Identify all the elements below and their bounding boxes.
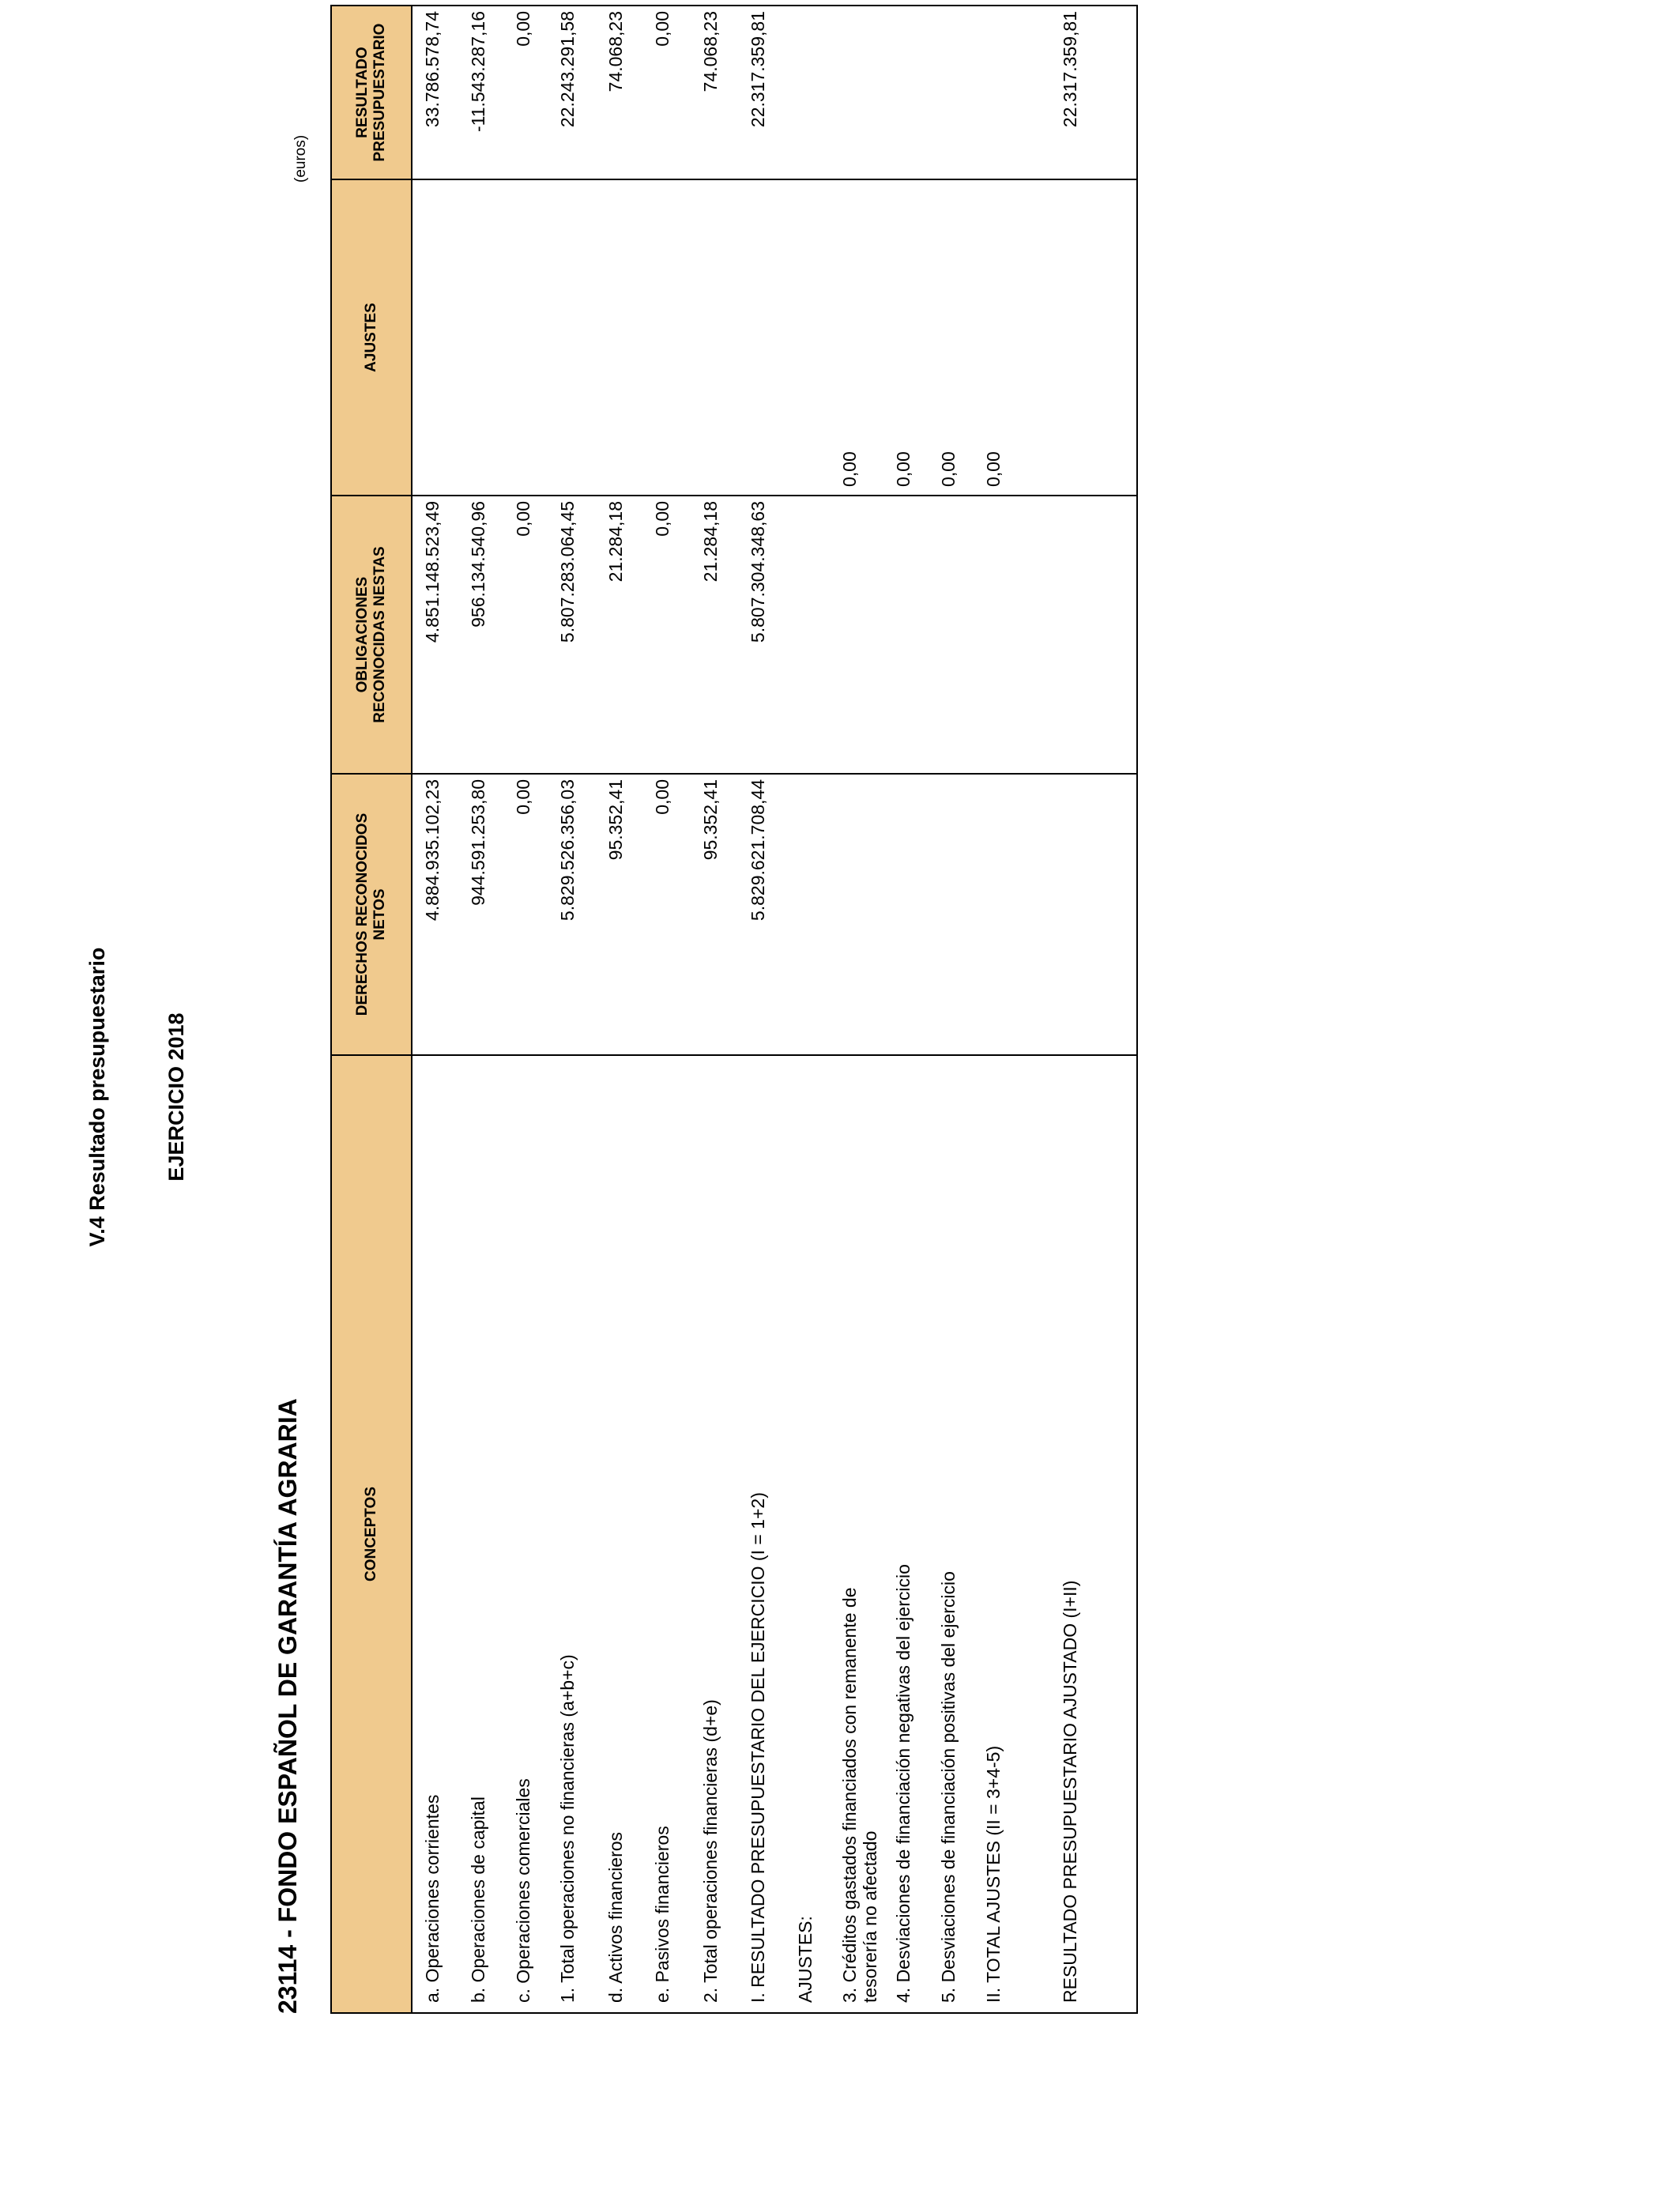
cell-concepto: e. Pasivos financieros — [652, 1826, 672, 2003]
cell-concepto: I. RESULTADO PRESUPUESTARIO DEL EJERCICIO (I = 1+2) — [748, 1492, 768, 2003]
units-label: (euros) — [292, 134, 309, 183]
cell-derechos: 5.829.621.708,44 — [748, 779, 768, 922]
cell-obligaciones: 0,00 — [652, 501, 672, 537]
cell-resultado: 33.786.578,74 — [422, 11, 443, 128]
cell-resultado: 22.317.359,81 — [748, 11, 768, 128]
header-ajustes — [332, 179, 412, 495]
cell-derechos: 0,00 — [513, 779, 533, 815]
header-conceptos-text: CONCEPTOS — [363, 1487, 379, 1582]
column-conceptos — [412, 1054, 1136, 2012]
exercise-year: EJERCICIO 2018 — [164, 1012, 188, 1182]
cell-derechos: 0,00 — [652, 779, 672, 815]
cell-obligaciones: 4.851.148.523,49 — [422, 501, 443, 643]
cell-obligaciones: 956.134.540,96 — [468, 501, 488, 628]
cell-derechos: 5.829.526.356,03 — [557, 779, 578, 922]
cell-obligaciones: 0,00 — [513, 501, 533, 537]
cell-obligaciones: 21.284,18 — [700, 501, 721, 582]
cell-concepto: b. Operaciones de capital — [468, 1796, 488, 2003]
entity-name: 23114 - FONDO ESPAÑOL DE GARANTÍA AGRARIA — [273, 1398, 302, 2014]
header-derechos-line1: DERECHOS RECONOCIDOS — [354, 812, 371, 1016]
column-obligaciones — [412, 495, 1136, 773]
header-obligaciones-line2: RECONOCIDAS NESTAS — [371, 546, 388, 723]
header-resultado-line1: RESULTADO — [354, 47, 371, 138]
cell-derechos: 95.352,41 — [700, 779, 721, 861]
header-resultado — [332, 6, 412, 179]
cell-resultado: 74.068,23 — [700, 11, 721, 92]
report-title: V.4 Resultado presupuestario — [85, 947, 109, 1247]
cell-concepto: c. Operaciones comerciales — [513, 1778, 533, 2003]
cell-concepto: II. TOTAL AJUSTES (II = 3+4-5) — [983, 1745, 1004, 2003]
cell-resultado: 22.317.359,81 — [1060, 11, 1080, 128]
column-derechos — [412, 773, 1136, 1054]
header-obligaciones — [332, 495, 412, 773]
cell-concepto: 2. Total operaciones financieras (d+e) — [700, 1699, 721, 2003]
header-resultado-line2: PRESUPUESTARIO — [371, 23, 388, 162]
header-obligaciones-line1: OBLIGACIONES — [354, 576, 371, 693]
cell-concepto: RESULTADO PRESUPUESTARIO AJUSTADO (I+II) — [1060, 1580, 1080, 2003]
cell-obligaciones: 5.807.283.064,45 — [557, 501, 578, 643]
cell-derechos: 4.884.935.102,23 — [422, 779, 443, 922]
cell-ajustes: 0,00 — [893, 451, 913, 487]
cell-resultado: -11.543.287,16 — [468, 11, 488, 133]
cell-resultado: 0,00 — [513, 11, 533, 47]
cell-resultado: 74.068,23 — [605, 11, 626, 92]
cell-concepto: 1. Total operaciones no financieras (a+b+c) — [557, 1654, 578, 2003]
header-ajustes-text: AJUSTES — [363, 303, 379, 372]
cell-concepto: 4. Desviaciones de financiación negativas del ejercicio — [893, 1564, 913, 2003]
cell-derechos: 95.352,41 — [605, 779, 626, 861]
header-derechos — [332, 773, 412, 1054]
cell-resultado: 0,00 — [652, 11, 672, 47]
cell-concepto: 3. Créditos gastados financiados con remanente de tesorería no afectado — [839, 1587, 880, 2003]
cell-ajustes: 0,00 — [839, 451, 860, 487]
column-resultado — [412, 6, 1136, 179]
cell-derechos: 944.591.253,80 — [468, 779, 488, 906]
cell-resultado: 22.243.291,58 — [557, 11, 578, 128]
cell-concepto: AJUSTES: — [795, 1916, 816, 2003]
cell-concepto: a. Operaciones corrientes — [422, 1794, 443, 2003]
header-conceptos — [332, 1054, 412, 2012]
cell-obligaciones: 21.284,18 — [605, 501, 626, 582]
column-ajustes — [412, 179, 1136, 495]
header-derechos-line2: NETOS — [371, 888, 388, 941]
cell-obligaciones: 5.807.304.348,63 — [748, 501, 768, 643]
cell-concepto: d. Activos financieros — [605, 1831, 626, 2003]
budget-result-table — [330, 5, 1138, 2014]
cell-concepto: 5. Desviaciones de financiación positivas del ejercicio — [938, 1571, 959, 2003]
cell-ajustes: 0,00 — [938, 451, 959, 487]
cell-ajustes: 0,00 — [983, 451, 1004, 487]
